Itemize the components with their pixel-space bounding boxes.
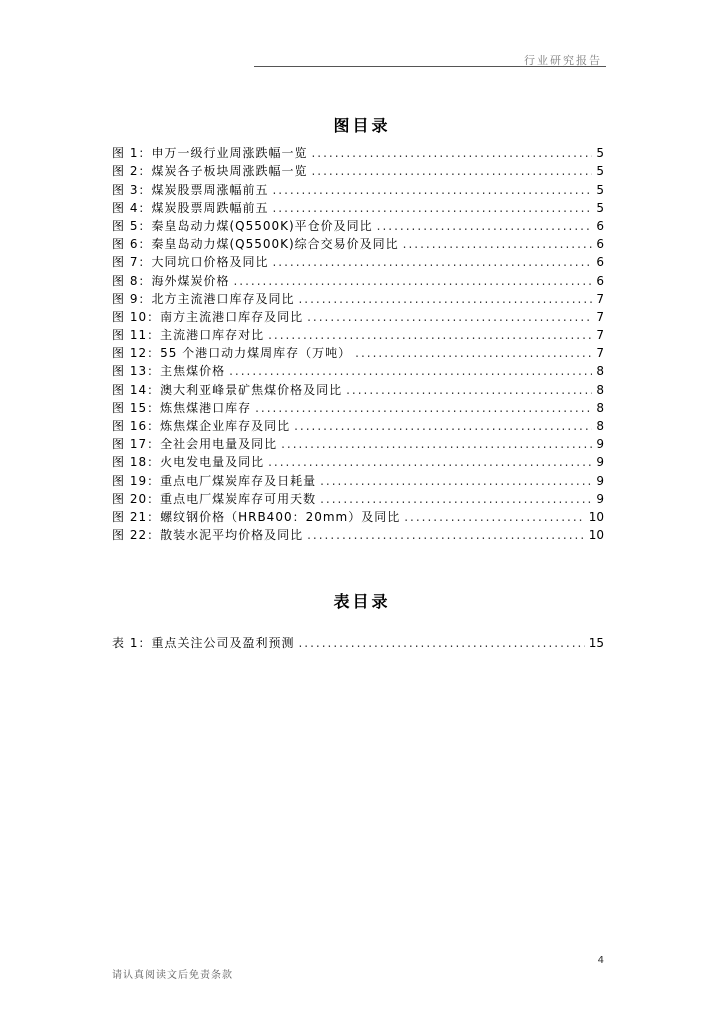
toc-leader-dots — [298, 634, 584, 652]
toc-entry-label: 图 11：主流港口库存对比 — [112, 328, 265, 343]
toc-entry-label: 图 14：澳大利亚峰景矿焦煤价格及同比 — [112, 382, 343, 397]
toc-entry-figure-9[interactable] — [112, 290, 604, 308]
toc-entry-figure-17[interactable] — [112, 435, 604, 453]
figures-toc-title: 图目录 — [333, 116, 391, 135]
toc-entry-figure-11[interactable] — [112, 326, 604, 344]
toc-leader-dots — [272, 253, 592, 271]
toc-leader-dots — [377, 217, 593, 235]
toc-page-number: 9 — [596, 473, 604, 488]
toc-page-number: 10 — [588, 509, 604, 524]
toc-entry-figure-8[interactable] — [112, 271, 604, 289]
toc-entry-label: 图 21：螺纹钢价格（HRB400：20mm）及同比 — [112, 509, 401, 524]
toc-entry-figure-2[interactable] — [112, 162, 604, 180]
toc-entry-label: 图 20：重点电厂煤炭库存可用天数 — [112, 491, 317, 506]
tables-toc-list — [112, 634, 604, 652]
toc-page-number: 9 — [596, 491, 604, 506]
figures-toc-list — [112, 144, 604, 544]
toc-entry-figure-14[interactable] — [112, 380, 604, 398]
toc-leader-dots — [298, 290, 592, 308]
toc-page-number: 9 — [596, 437, 604, 452]
toc-entry-figure-13[interactable] — [112, 362, 604, 380]
toc-entry-figure-16[interactable] — [112, 417, 604, 435]
toc-leader-dots — [268, 453, 592, 471]
toc-entry-figure-3[interactable] — [112, 180, 604, 198]
toc-leader-dots — [346, 381, 592, 399]
toc-page-number: 8 — [596, 382, 604, 397]
toc-page-number: 5 — [596, 200, 604, 215]
toc-entry-label: 图 13：主焦煤价格 — [112, 364, 226, 379]
toc-entry-figure-5[interactable] — [112, 217, 604, 235]
toc-leader-dots — [255, 399, 592, 417]
toc-leader-dots — [281, 435, 592, 453]
toc-entry-label: 图 8：海外煤炭价格 — [112, 273, 230, 288]
toc-page-number: 9 — [596, 455, 604, 470]
toc-page-number: 7 — [596, 328, 604, 343]
toc-entry-figure-20[interactable] — [112, 490, 604, 508]
toc-entry-label: 图 7：大同坑口价格及同比 — [112, 255, 269, 270]
toc-entry-figure-4[interactable] — [112, 199, 604, 217]
toc-entry-figure-12[interactable] — [112, 344, 604, 362]
toc-entry-label: 图 10：南方主流港口库存及同比 — [112, 309, 304, 324]
toc-entry-table-1[interactable] — [112, 634, 604, 652]
toc-entry-label: 图 19：重点电厂煤炭库存及日耗量 — [112, 473, 317, 488]
tables-toc-title: 表目录 — [333, 592, 391, 611]
toc-entry-figure-21[interactable] — [112, 508, 604, 526]
header-divider — [254, 66, 606, 67]
toc-page-number: 5 — [596, 182, 604, 197]
toc-leader-dots — [307, 526, 585, 544]
toc-entry-figure-1[interactable] — [112, 144, 604, 162]
toc-entry-label: 图 22：散装水泥平均价格及同比 — [112, 528, 304, 543]
toc-page-number: 8 — [596, 364, 604, 379]
toc-page-number: 8 — [596, 419, 604, 433]
toc-entry-figure-22[interactable] — [112, 526, 604, 544]
toc-page-number: 15 — [588, 636, 604, 651]
toc-page-number: 6 — [596, 273, 604, 288]
toc-entry-figure-15[interactable] — [112, 399, 604, 417]
toc-entry-label: 图 9：北方主流港口库存及同比 — [112, 291, 295, 306]
toc-entry-label: 图 18：火电发电量及同比 — [112, 455, 265, 470]
toc-entry-label: 图 6：秦皇岛动力煤(Q5500K)综合交易价及同比 — [112, 237, 399, 252]
toc-leader-dots — [403, 235, 593, 253]
toc-leader-dots — [294, 417, 592, 435]
toc-leader-dots — [311, 162, 592, 180]
toc-page-number: 5 — [596, 146, 604, 161]
report-type-label: 行业研究报告 — [524, 54, 602, 67]
toc-leader-dots — [229, 362, 592, 380]
toc-leader-dots — [268, 326, 592, 344]
toc-entry-label: 图 15：炼焦煤港口库存 — [112, 400, 252, 415]
toc-entry-label: 图 4：煤炭股票周跌幅前五 — [112, 200, 269, 215]
toc-leader-dots — [320, 490, 592, 508]
toc-page-number: 6 — [596, 218, 604, 233]
toc-entry-label: 图 3：煤炭股票周涨幅前五 — [112, 182, 269, 197]
toc-entry-figure-10[interactable] — [112, 308, 604, 326]
toc-leader-dots — [355, 344, 592, 362]
toc-page-number: 8 — [596, 400, 604, 415]
toc-entry-figure-18[interactable] — [112, 453, 604, 471]
toc-page-number: 10 — [588, 528, 604, 543]
toc-leader-dots — [311, 144, 592, 162]
toc-entry-figure-7[interactable] — [112, 253, 604, 271]
toc-page-number: 6 — [596, 237, 604, 252]
page-number: 4 — [597, 955, 604, 966]
toc-entry-label: 图 17：全社会用电量及同比 — [112, 437, 278, 452]
toc-page-number: 7 — [596, 291, 604, 306]
toc-entry-figure-19[interactable] — [112, 471, 604, 489]
toc-entry-figure-6[interactable] — [112, 235, 604, 253]
toc-leader-dots — [272, 199, 592, 217]
toc-page-number: 7 — [596, 309, 604, 324]
footer-disclaimer: 请认真阅读文后免责条款 — [112, 970, 233, 981]
toc-entry-label: 图 12：55 个港口动力煤周库存（万吨） — [112, 346, 352, 361]
toc-entry-label: 图 1：申万一级行业周涨跌幅一览 — [112, 146, 308, 161]
toc-entry-label: 表 1：重点关注公司及盈利预测 — [112, 636, 295, 651]
toc-page-number: 6 — [596, 255, 604, 270]
toc-page-number: 7 — [596, 346, 604, 361]
toc-leader-dots — [320, 472, 592, 490]
toc-leader-dots — [307, 308, 592, 326]
toc-leader-dots — [233, 272, 592, 290]
toc-entry-label: 图 2：煤炭各子板块周涨跌幅一览 — [112, 164, 308, 179]
toc-entry-label: 图 16：炼焦煤企业库存及同比 — [112, 419, 291, 433]
toc-leader-dots — [272, 181, 592, 199]
toc-entry-label: 图 5：秦皇岛动力煤(Q5500K)平仓价及同比 — [112, 218, 373, 233]
toc-page-number: 5 — [596, 164, 604, 179]
toc-leader-dots — [404, 508, 584, 526]
